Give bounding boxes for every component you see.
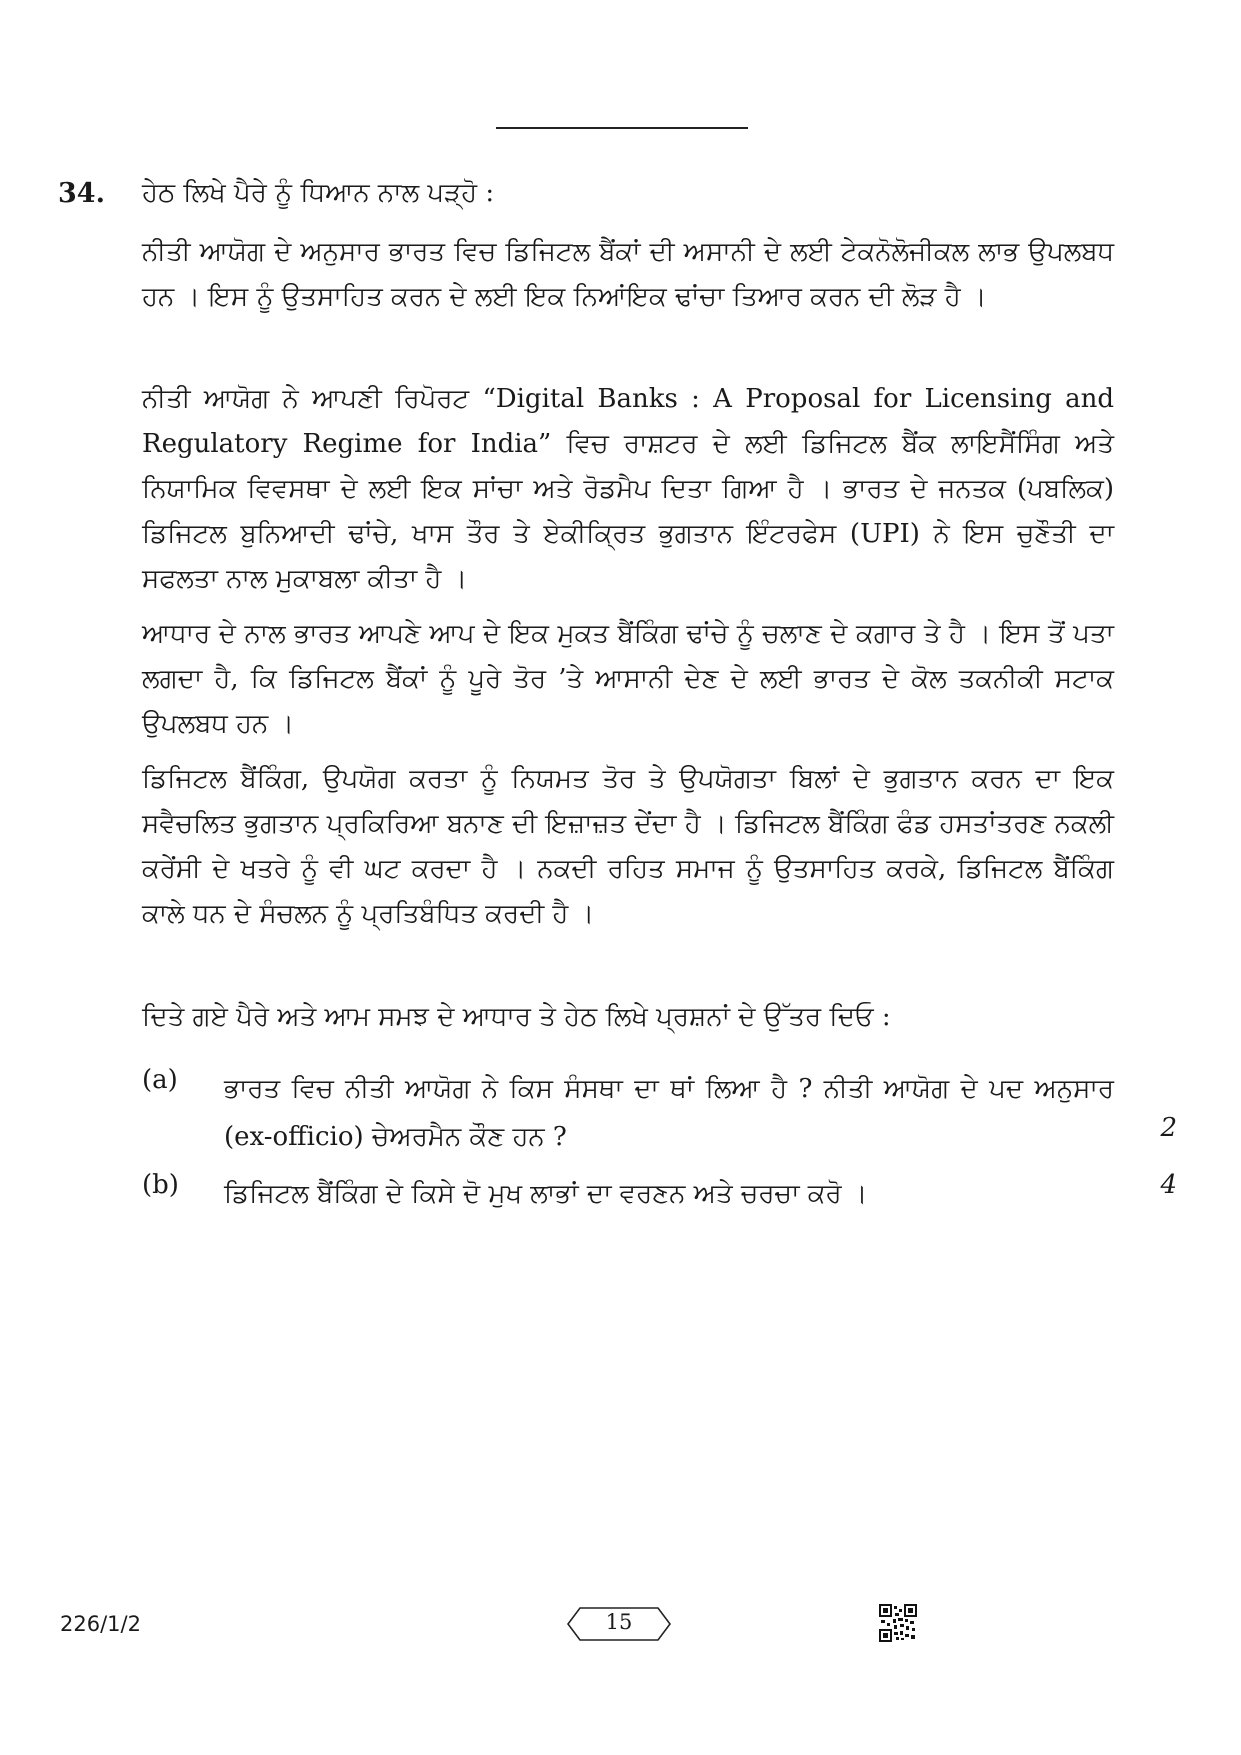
- passage-paragraph-3: ਆਧਾਰ ਦੇ ਨਾਲ ਭਾਰਤ ਆਪਣੇ ਆਪ ਦੇ ਇਕ ਮੁਕਤ ਬੈਂਕਿੰਗ ਢਾਂਚੇ ਨੂੰ ਚਲਾਣ ਦੇ ਕਗਾਰ ਤੇ ਹੈ । ਇਸ ਤੋਂ ਪਤਾ ਲਗਦਾ ਹੈ, ਕਿ ਡਿਜਿਟਲ ਬੈਂਕਾਂ ਨੂੰ ਪੂਰੇ ਤੋਰ ’ਤੇ ਆਸਾਨੀ ਦੇਣ ਦੇ ਲਈ ਭਾਰਤ ਦੇ ਕੋਲ ਤਕਨੀਕੀ ਸਟਾਕ ਉਪਲਬਧ ਹਨ ।: [142, 619, 1114, 739]
- subquestion-b: [142, 1170, 1177, 1220]
- subquestion-a: [142, 1065, 1177, 1165]
- paper-code: 226/1/2: [60, 1612, 141, 1636]
- subquestion-label: (a): [142, 1065, 178, 1095]
- question-number: 34.: [58, 178, 105, 209]
- page-number: 15: [605, 1610, 633, 1634]
- top-divider: [496, 127, 748, 129]
- answer-instruction: ਦਿਤੇ ਗਏ ਪੈਰੇ ਅਤੇ ਆਮ ਸਮਝ ਦੇ ਆਧਾਰ ਤੇ ਹੇਠ ਲਿਖੇ ਪ੍ਰਸ਼ਨਾਂ ਦੇ ਉੱਤਰ ਦਿਓ :: [142, 1002, 891, 1032]
- passage-paragraph-1: ਨੀਤੀ ਆਯੋਗ ਦੇ ਅਨੁਸਾਰ ਭਾਰਤ ਵਿਚ ਡਿਜਿਟਲ ਬੈਂਕਾਂ ਦੀ ਅਸਾਨੀ ਦੇ ਲਈ ਟੇਕਨੋਲੋਜੀਕਲ ਲਾਭ ਉਪਲਬਧ ਹਨ । ਇਸ ਨੂੰ ਉਤਸਾਹਿਤ ਕਰਨ ਦੇ ਲਈ ਇਕ ਨਿਆਂਇਕ ਢਾਂਚਾ ਤਿਆਰ ਕਰਨ ਦੀ ਲੋੜ ਹੈ ।: [142, 237, 1114, 312]
- question-intro: ਹੇਠ ਲਿਖੇ ਪੈਰੇ ਨੂੰ ਧਿਆਨ ਨਾਲ ਪੜ੍ਹੋ :: [142, 178, 495, 208]
- page-number-badge: [566, 1606, 672, 1642]
- subquestion-marks: 2: [1160, 1113, 1177, 1143]
- subquestion-text: ਭਾਰਤ ਵਿਚ ਨੀਤੀ ਆਯੋਗ ਨੇ ਕਿਸ ਸੰਸਥਾ ਦਾ ਥਾਂ ਲਿਆ ਹੈ ? ਨੀਤੀ ਆਯੋਗ ਦੇ ਪਦ ਅਨੁਸਾਰ (ex-officio) ਚੇਅਰਮੈਨ ਕੌਣ ਹਨ ?: [224, 1074, 1114, 1152]
- subquestion-label: (b): [142, 1170, 179, 1200]
- subquestion-marks: 4: [1160, 1170, 1177, 1200]
- passage-paragraph-2: ਨੀਤੀ ਆਯੋਗ ਨੇ ਆਪਣੀ ਰਿਪੋਰਟ “Digital Banks : A Proposal for Licensing and Regulatory Regime for India” ਵਿਚ ਰਾਸ਼ਟਰ ਦੇ ਲਈ ਡਿਜਿਟਲ ਬੈਂਕ ਲਾਇਸੈਂਸਿੰਗ ਅਤੇ ਨਿਯਾਮਿਕ ਵਿਵਸਥਾ ਦੇ ਲਈ ਇਕ ਸਾਂਚਾ ਅਤੇ ਰੋਡਮੈਪ ਦਿਤਾ ਗਿਆ ਹੈ । ਭਾਰਤ ਦੇ ਜਨਤਕ (ਪਬਲਿਕ) ਡਿਜਿਟਲ ਬੁਨਿਆਦੀ ਢਾਂਚੇ, ਖਾਸ ਤੌਰ ਤੇ ਏਕੀਕ੍ਰਿਤ ਭੁਗਤਾਨ ਇੰਟਰਫੇਸ (UPI) ਨੇ ਇਸ ਚੁਣੌਤੀ ਦਾ ਸਫਲਤਾ ਨਾਲ ਮੁਕਾਬਲਾ ਕੀਤਾ ਹੈ ।: [142, 384, 1114, 594]
- subquestion-text: ਡਿਜਿਟਲ ਬੈਂਕਿੰਗ ਦੇ ਕਿਸੇ ਦੋ ਮੁਖ ਲਾਭਾਂ ਦਾ ਵਰਣਨ ਅਤੇ ਚਰਚਾ ਕਰੋ ।: [224, 1179, 868, 1209]
- qr-code-icon: [879, 1604, 917, 1642]
- passage-paragraph-4: ਡਿਜਿਟਲ ਬੈਂਕਿੰਗ, ਉਪਯੋਗ ਕਰਤਾ ਨੂੰ ਨਿਯਮਤ ਤੋਰ ਤੇ ਉਪਯੋਗਤਾ ਬਿਲਾਂ ਦੇ ਭੁਗਤਾਨ ਕਰਨ ਦਾ ਇਕ ਸਵੈਚਲਿਤ ਭੁਗਤਾਨ ਪ੍ਰਕਿਰਿਆ ਬਨਾਣ ਦੀ ਇਜ਼ਾਜ਼ਤ ਦੇਂਦਾ ਹੈ । ਡਿਜਿਟਲ ਬੈਂਕਿੰਗ ਫੰਡ ਹਸਤਾਂਤਰਣ ਨਕਲੀ ਕਰੇਂਸੀ ਦੇ ਖਤਰੇ ਨੂੰ ਵੀ ਘਟ ਕਰਦਾ ਹੈ । ਨਕਦੀ ਰਹਿਤ ਸਮਾਜ ਨੂੰ ਉਤਸਾਹਿਤ ਕਰਕੇ, ਡਿਜਿਟਲ ਬੈਂਕਿੰਗ ਕਾਲੇ ਧਨ ਦੇ ਸੰਚਲਨ ਨੂੰ ਪ੍ਰਤਿਬੰਧਿਤ ਕਰਦੀ ਹੈ ।: [142, 764, 1114, 929]
